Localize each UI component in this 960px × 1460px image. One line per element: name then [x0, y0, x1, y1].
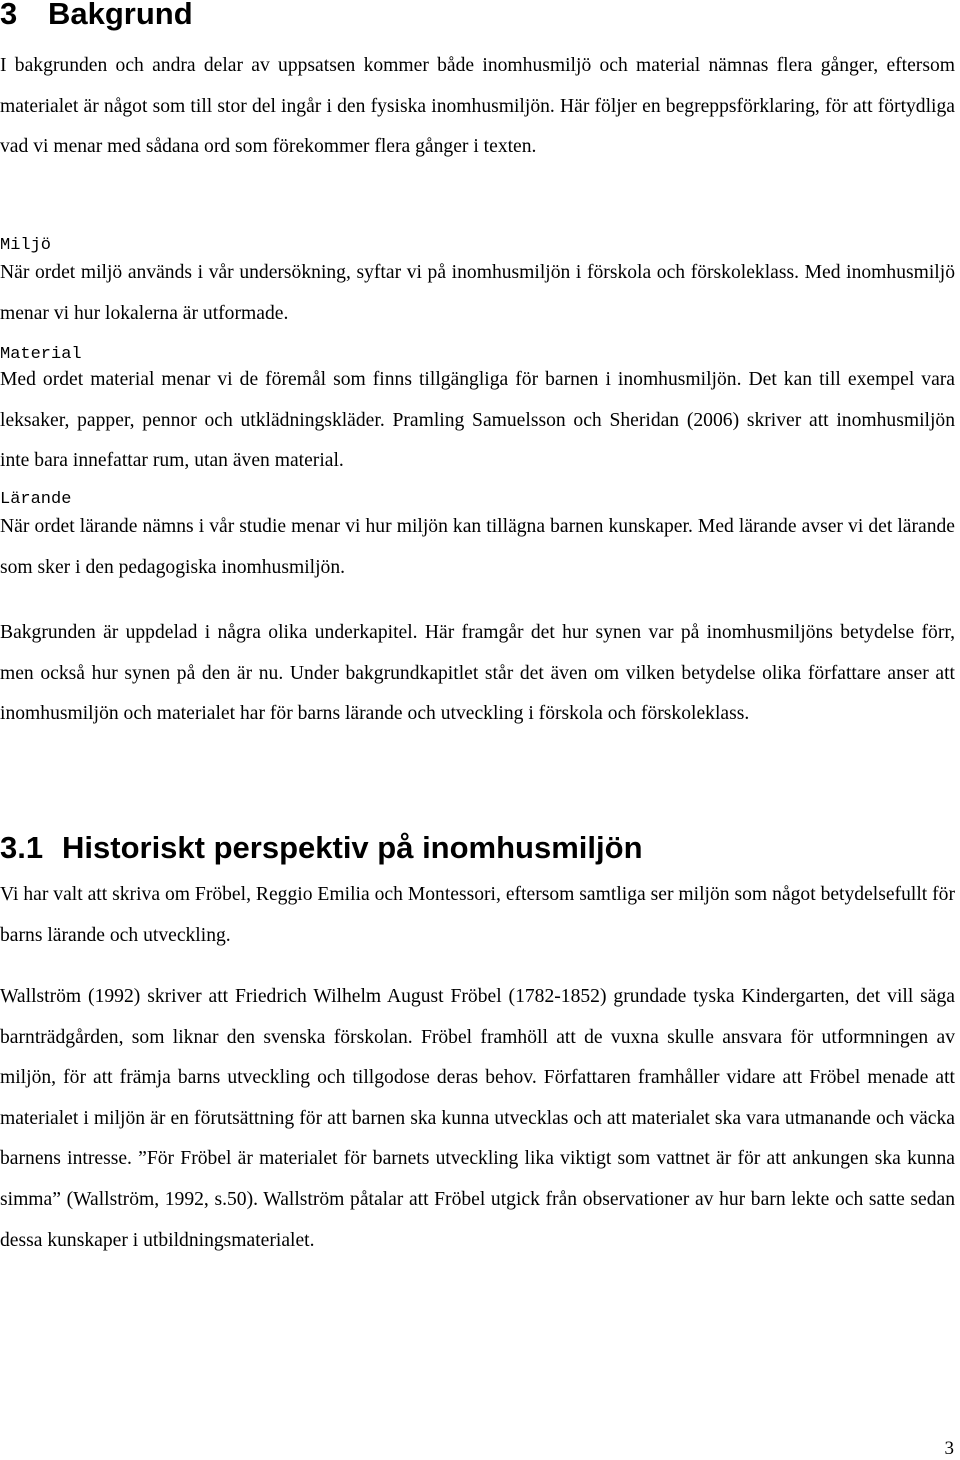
section-number: 3: [0, 0, 18, 31]
section-heading-3-1: [0, 830, 643, 866]
term-material: Material: [0, 345, 82, 364]
intro-paragraph: I bakgrunden och andra delar av uppsatsen kommer både inomhusmiljö och material nämnas flera gånger, eftersom materialet är något som till stor del ingår i den fysiska inomhusmiljön. Här följer en begreppsförklaring, för att förtydliga vad vi menar med sådana ord som förekommer flera gånger i texten.: [0, 55, 955, 158]
paragraph: Vi har valt att skriva om Fröbel, Reggio Emilia och Montessori, eftersom samtliga ser miljön som något betydelsefullt för barns lärande och utveckling.: [0, 884, 955, 946]
section-number: 3.1: [0, 830, 44, 865]
section-heading-3: [0, 0, 193, 32]
definition-larande: När ordet lärande nämns i vår studie menar vi hur miljön kan tillägna barnen kunskaper. Med lärande avser vi det lärande som sker i den pedagogiska inomhusmiljön.: [0, 516, 955, 578]
outro-paragraph: Bakgrunden är uppdelad i några olika underkapitel. Här framgår det hur synen var på inomhusmiljöns betydelse förr, men också hur synen på den är nu. Under bakgrundkapitlet står det även om vilken betydelse olika författare anser att inomhusmiljön och materialet har för barns lärande och utveckling i förskola och förskoleklass.: [0, 622, 955, 725]
section-title: Bakgrund: [48, 0, 193, 31]
definition-miljo: När ordet miljö används i vår undersökning, syftar vi på inomhusmiljön i förskola och förskoleklass. Med inomhusmiljö menar vi hur lokalerna är utformade.: [0, 262, 955, 324]
section-title: Historiskt perspektiv på inomhusmiljön: [62, 830, 643, 865]
term-miljo: Miljö: [0, 236, 52, 255]
page-number: 3: [944, 1438, 954, 1459]
definition-material: Med ordet material menar vi de föremål som finns tillgängliga för barnen i inomhusmiljön. Det kan till exempel vara leksaker, papper, pennor och utklädningskläder. Pramling Samuelsson och Sheridan (2006) skriver att inomhusmiljön inte bara innefattar rum, utan även material.: [0, 369, 955, 472]
paragraph: Wallström (1992) skriver att Friedrich Wilhelm August Fröbel (1782-1852) grundade tyska Kindergarten, det vill säga barnträdgården, som liknar den svenska förskolan. Fröbel framhöll att de vuxna skulle ansvara för utformningen av miljön, för att främja barns utveckling och tillgodose deras behov. Författaren framhåller vidare att Fröbel menade att materialet i miljön är en förutsättning för att barnen ska kunna utvecklas och att materialet ska vara utmanande och väcka barnens intresse. ”För Fröbel är materialet för barnets utveckling lika viktigt som vattnet är för att ankungen ska kunna simma” (Wallström, 1992, s.50). Wallström påtalar att Fröbel utgick från observationer av hur barn lekte och satte sedan dessa kunskaper i utbildningsmaterialet.: [0, 986, 955, 1251]
term-larande: Lärande: [0, 490, 72, 509]
